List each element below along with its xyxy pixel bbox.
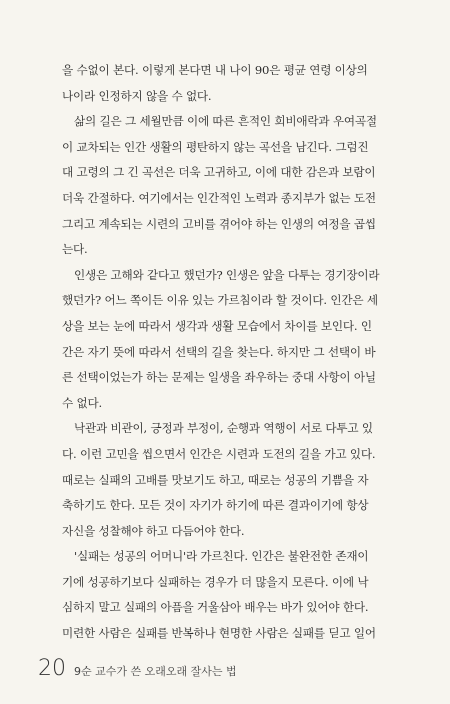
text-line: 상을 보는 눈에 따라서 생각과 생활 모습에서 차이를 보인다. 인 — [62, 318, 372, 333]
text-line: 때로는 실패의 고배를 맛보기도 하고, 때로는 성공의 기쁨을 자 — [62, 472, 369, 487]
paragraph-3 — [62, 263, 392, 417]
text-line: 대 고령의 그 긴 곡선은 더욱 고귀하고, 이에 대한 감은과 보람이 — [62, 165, 376, 180]
text-line: 수 없다. — [62, 395, 102, 410]
text-line: 미련한 사람은 실패를 반복하나 현명한 사람은 실패를 딛고 일어 — [62, 626, 376, 641]
text-line: 른 선택이었는가 하는 문제는 일생을 좌우하는 중대 사항이 아닐 — [62, 370, 376, 385]
paragraph-5 — [62, 544, 392, 646]
text-line: 간은 자기 뜻에 따라서 선택의 길을 찾는다. 하지만 그 선택이 바 — [62, 344, 376, 359]
text-line: 이 교차되는 인간 생활의 평탄하지 않는 곡선을 남긴다. 그럼진 — [62, 139, 369, 154]
paragraph-1 — [62, 58, 392, 109]
text-line: 인생은 고해와 같다고 했던가? 인생은 앞을 다투는 경기장이라 — [74, 267, 380, 282]
text-line: 했던가? 어느 쪽이든 이유 있는 가르침이라 할 것이다. 인간은 세 — [62, 293, 378, 308]
text-line: 심하지 말고 실패의 아픔을 거울삼아 배우는 바가 있어야 한다. — [62, 600, 369, 615]
text-line: '실패는 성공의 어머니'라 가르친다. 인간은 불완전한 존재이 — [74, 549, 369, 564]
body-text — [62, 58, 392, 647]
text-line: 자신을 성찰해야 하고 다듬어야 한다. — [62, 523, 245, 538]
running-title: 9순 교수가 쓴 오래오래 잘사는 법 — [74, 665, 237, 678]
text-line: 는다. — [62, 242, 88, 257]
text-line: 삶의 길은 그 세월만큼 이에 따른 흔적인 희비애락과 우여곡절 — [74, 114, 377, 129]
paragraph-4 — [62, 416, 392, 544]
text-line: 그리고 계속되는 시련의 고비를 겪어야 하는 인생의 여정을 곱씹 — [62, 216, 376, 231]
text-line: 기에 성공하기보다 실패하는 경우가 더 많을지 모른다. 이에 낙 — [62, 574, 369, 589]
text-line: 축하기도 한다. 모든 것이 자기가 하기에 따른 결과이기에 항상 — [62, 498, 369, 513]
page-number: 20 — [38, 656, 66, 681]
paragraph-2 — [62, 109, 392, 263]
text-line: 다. 이런 고민을 씹으면서 인간은 시련과 도전의 길을 가고 있다. — [62, 446, 376, 461]
text-line: 을 수없이 본다. 이렇게 본다면 내 나이 90은 평균 연령 이상의 — [62, 63, 368, 77]
page-footer — [38, 656, 237, 681]
text-line: 더욱 간절하다. 여기에서는 인간적인 노력과 종지부가 없는 도전 — [62, 190, 376, 205]
text-line: 낙관과 비관이, 긍정과 부정이, 순행과 역행이 서로 다투고 있 — [74, 421, 373, 436]
text-line: 나이라 인정하지 않을 수 없다. — [62, 88, 212, 103]
